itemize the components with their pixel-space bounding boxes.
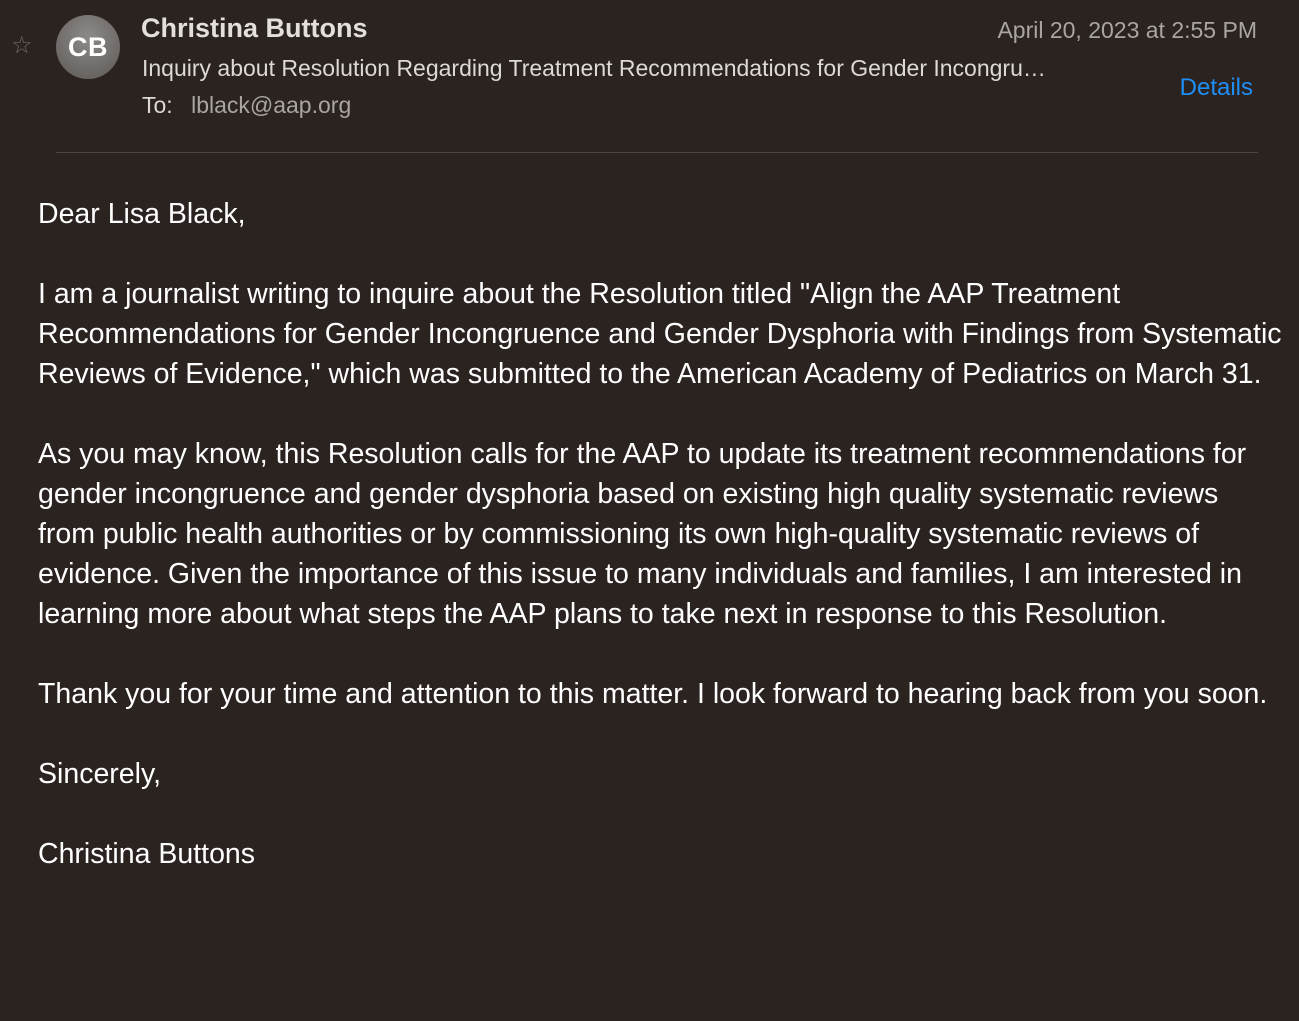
star-icon[interactable]: ☆ [11, 31, 33, 59]
body-paragraph-2: As you may know, this Resolution calls for the AAP to update its treatment recommendations for gender incongruence and gender dysphoria based on existing high quality systematic reviews from public health authorities or by commissioning its own high-quality systematic reviews of evidence. Given the importance of this issue to many individuals and families, I am interested in learning more about what steps the AAP plans to take next in response to this Resolution. [38, 438, 1247, 630]
details-link[interactable]: Details [1179, 74, 1253, 101]
to-label: To: [142, 92, 173, 118]
sender-name[interactable]: Christina Buttons [141, 13, 368, 43]
recipient-row [142, 89, 351, 121]
signature: Christina Buttons [38, 838, 256, 870]
recipient-address[interactable]: lblack@aap.org [191, 92, 352, 118]
header-divider [56, 152, 1258, 153]
message-body [38, 194, 1283, 874]
body-paragraph-1: I am a journalist writing to inquire about the Resolution titled "Align the AAP Treatment Recommendations for Gender Incongruence and Gender Dysphoria with Findings from Systematic Reviews of Evidence," which was submitted to the American Academy of Pediatrics on March 31. [38, 278, 1282, 390]
avatar-initials: CB [68, 31, 108, 62]
message-header [0, 0, 1299, 154]
closing: Sincerely, [38, 758, 162, 790]
body-paragraph-3: Thank you for your time and attention to this matter. I look forward to hearing back from you soon. [38, 678, 1268, 710]
avatar [56, 15, 120, 79]
greeting: Dear Lisa Black, [38, 198, 246, 230]
message-subject: Inquiry about Resolution Regarding Treatment Recommendations for Gender Incongru… [142, 55, 1046, 81]
message-date: April 20, 2023 at 2:55 PM [997, 17, 1257, 43]
